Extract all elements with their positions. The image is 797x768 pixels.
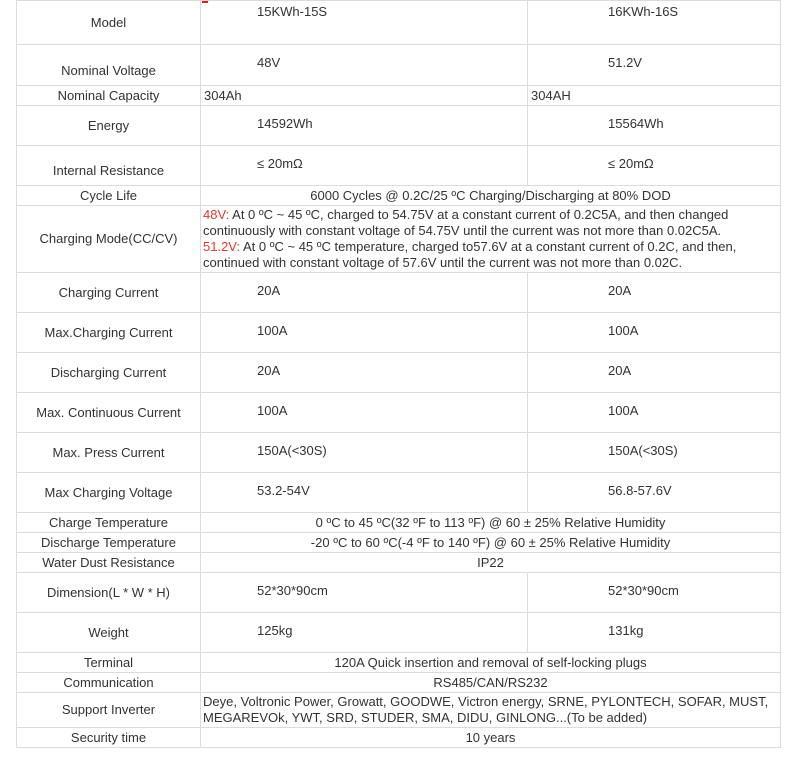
- charging-mode-51v: [203, 239, 780, 271]
- row-label: Weight: [17, 613, 201, 653]
- battery-spec-table: [16, 0, 781, 748]
- value-15kwh: 304Ah: [201, 86, 528, 106]
- table-row: [17, 106, 781, 146]
- value-15kwh: 20A: [201, 353, 528, 393]
- value-15kwh: 14592Wh: [201, 106, 528, 146]
- merged-value: 0 ºC to 45 ºC(32 ºF to 113 ºF) @ 60 ± 25% Relative Humidity: [201, 513, 781, 533]
- value-16kwh: 51.2V: [528, 45, 781, 86]
- merged-value: Deye, Voltronic Power, Growatt, GOODWE, Victron energy, SRNE, PYLONTECH, SOFAR, MUST, MEGAREVOk, YWT, SRD, STUDER, SMA, DIDU, GINLONG...(To be added): [201, 693, 781, 728]
- table-row: [17, 45, 781, 86]
- table-row: [17, 353, 781, 393]
- row-label: Water Dust Resistance: [17, 553, 201, 573]
- value-15kwh: 52*30*90cm: [201, 573, 528, 613]
- value-15kwh: ≤ 20mΩ: [201, 146, 528, 186]
- value-16kwh: 304AH: [528, 86, 781, 106]
- merged-value: 10 years: [201, 728, 781, 748]
- row-label: Dimension(L * W * H): [17, 573, 201, 613]
- value-16kwh: 150A(<30S): [528, 433, 781, 473]
- row-label: Internal Resistance: [17, 146, 201, 186]
- row-label: Cycle Life: [17, 186, 201, 206]
- row-label: Nominal Voltage: [17, 45, 201, 86]
- voltage-highlight-48v: 48V:: [203, 207, 230, 222]
- table-row: [17, 1, 781, 45]
- table-row: [17, 613, 781, 653]
- merged-value: IP22: [201, 553, 781, 573]
- row-label: Terminal: [17, 653, 201, 673]
- table-row: [17, 186, 781, 206]
- merged-value: RS485/CAN/RS232: [201, 673, 781, 693]
- row-label: Max. Press Current: [17, 433, 201, 473]
- merged-value: 6000 Cycles @ 0.2C/25 ºC Charging/Discharging at 80% DOD: [201, 186, 781, 206]
- table-row: [17, 728, 781, 748]
- value-15kwh: 15KWh-15S: [201, 1, 528, 45]
- voltage-highlight-51v: 51.2V:: [203, 239, 241, 254]
- table-row: [17, 653, 781, 673]
- value-16kwh: 20A: [528, 353, 781, 393]
- charging-mode-48v-text: At 0 ºC ~ 45 ºC, charged to 54.75V at a constant current of 0.2C5A, and then changed continuously with constant voltage of 54.75V until the current was not more than 0.02C5A.: [203, 207, 729, 238]
- table-row: [17, 313, 781, 353]
- row-label: Max Charging Voltage: [17, 473, 201, 513]
- charging-mode-text: [201, 206, 781, 273]
- row-label: Support Inverter: [17, 693, 201, 728]
- value-15kwh: 53.2-54V: [201, 473, 528, 513]
- value-16kwh: 100A: [528, 393, 781, 433]
- value-15kwh: 20A: [201, 273, 528, 313]
- value-16kwh: ≤ 20mΩ: [528, 146, 781, 186]
- value-16kwh: 20A: [528, 273, 781, 313]
- row-label: Charging Current: [17, 273, 201, 313]
- row-label: Max. Continuous Current: [17, 393, 201, 433]
- row-label: Communication: [17, 673, 201, 693]
- row-label: Model: [17, 1, 201, 45]
- table-row: [17, 146, 781, 186]
- value-15kwh: 100A: [201, 313, 528, 353]
- merged-value: -20 ºC to 60 ºC(-4 ºF to 140 ºF) @ 60 ± 25% Relative Humidity: [201, 533, 781, 553]
- row-label: Discharging Current: [17, 353, 201, 393]
- row-label: Discharge Temperature: [17, 533, 201, 553]
- table-row: [17, 553, 781, 573]
- row-label: Energy: [17, 106, 201, 146]
- value-16kwh: 131kg: [528, 613, 781, 653]
- table-row: [17, 533, 781, 553]
- value-15kwh: 100A: [201, 393, 528, 433]
- row-label: Charge Temperature: [17, 513, 201, 533]
- row-label: Security time: [17, 728, 201, 748]
- value-15kwh: 150A(<30S): [201, 433, 528, 473]
- table-row: [17, 206, 781, 273]
- value-16kwh: 56.8-57.6V: [528, 473, 781, 513]
- table-row: [17, 393, 781, 433]
- row-label: Max.Charging Current: [17, 313, 201, 353]
- table-row: [17, 473, 781, 513]
- value-16kwh: 16KWh-16S: [528, 1, 781, 45]
- table-row: [17, 693, 781, 728]
- table-row: [17, 86, 781, 106]
- value-16kwh: 15564Wh: [528, 106, 781, 146]
- table-row: [17, 273, 781, 313]
- table-row: [17, 573, 781, 613]
- row-label: Nominal Capacity: [17, 86, 201, 106]
- table-row: [17, 673, 781, 693]
- value-16kwh: 100A: [528, 313, 781, 353]
- charging-mode-48v: [203, 207, 780, 239]
- value-16kwh: 52*30*90cm: [528, 573, 781, 613]
- table-row: [17, 513, 781, 533]
- table-row: [17, 433, 781, 473]
- row-label: Charging Mode(CC/CV): [17, 206, 201, 273]
- merged-value: 120A Quick insertion and removal of self-locking plugs: [201, 653, 781, 673]
- value-15kwh: 48V: [201, 45, 528, 86]
- charging-mode-51v-text: At 0 ºC ~ 45 ºC temperature, charged to57.6V at a constant current of 0.2C, and then, continued with constant voltage of 57.6V until the current was not more than 0.02C.: [203, 239, 737, 270]
- value-15kwh: 125kg: [201, 613, 528, 653]
